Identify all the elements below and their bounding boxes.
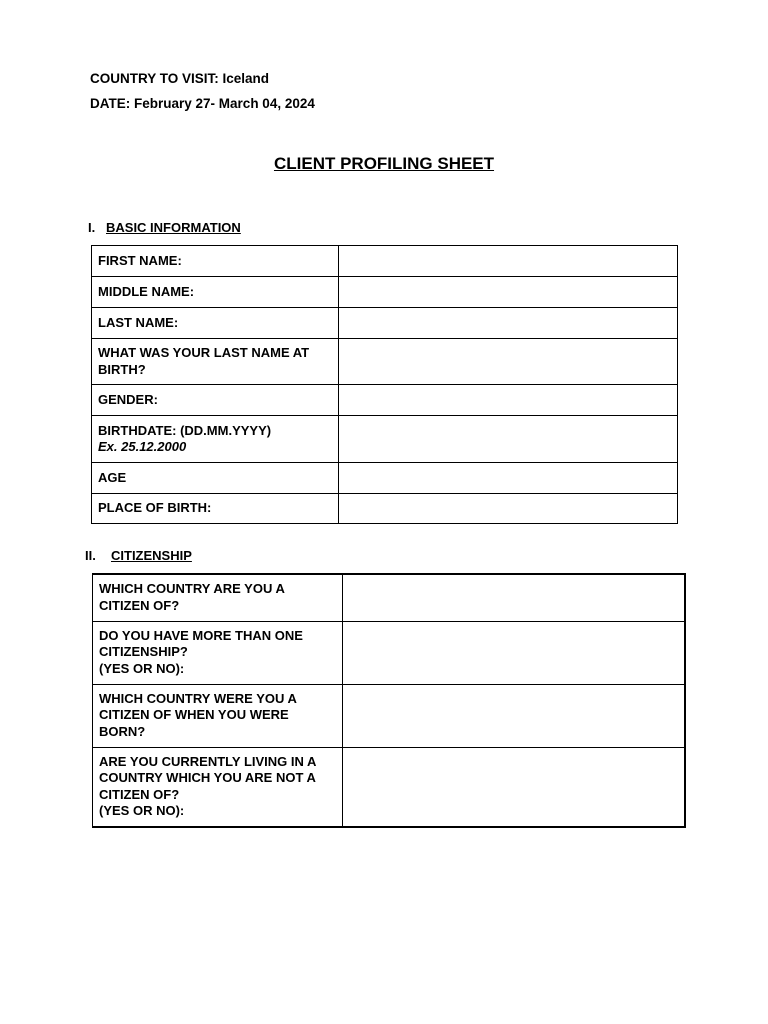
birthdate-example: Ex. 25.12.2000: [98, 439, 187, 454]
section-heading-basic-information: [88, 220, 241, 235]
citizen-country-field[interactable]: [343, 574, 686, 621]
table-row: [92, 416, 678, 463]
section-heading-citizenship: [85, 548, 192, 563]
place-of-birth-field[interactable]: [339, 494, 678, 524]
table-row: [92, 246, 678, 277]
middle-name-label: MIDDLE NAME:: [92, 277, 339, 308]
table-row: [93, 574, 686, 621]
residency-label: ARE YOU CURRENTLY LIVING IN A COUNTRY WHICH YOU ARE NOT A CITIZEN OF?: [99, 753, 316, 802]
citizen-country-label: WHICH COUNTRY ARE YOU A CITIZEN OF?: [93, 574, 343, 621]
birth-last-name-label: WHAT WAS YOUR LAST NAME AT BIRTH?: [92, 339, 339, 385]
residency-field[interactable]: [343, 747, 686, 827]
country-label: COUNTRY TO VISIT:: [90, 71, 219, 86]
table-row: [93, 684, 686, 747]
multiple-citizenship-label: DO YOU HAVE MORE THAN ONE CITIZENSHIP?: [99, 627, 303, 660]
multiple-citizenship-label-cell: [93, 621, 343, 684]
age-field[interactable]: [339, 463, 678, 494]
citizenship-table: [92, 573, 686, 828]
table-row: [92, 463, 678, 494]
birth-last-name-field[interactable]: [339, 339, 678, 385]
multiple-citizenship-field[interactable]: [343, 621, 686, 684]
table-row: [92, 385, 678, 416]
birthdate-label-cell: [92, 416, 339, 463]
country-to-visit-line: [90, 71, 269, 86]
table-row: [92, 494, 678, 524]
gender-label: GENDER:: [92, 385, 339, 416]
birth-citizenship-label: WHICH COUNTRY WERE YOU A CITIZEN OF WHEN YOU WERE BORN?: [93, 684, 343, 747]
middle-name-field[interactable]: [339, 277, 678, 308]
birth-citizenship-field[interactable]: [343, 684, 686, 747]
last-name-label: LAST NAME:: [92, 308, 339, 339]
table-row: [93, 747, 686, 827]
place-of-birth-label: PLACE OF BIRTH:: [92, 494, 339, 524]
first-name-label: FIRST NAME:: [92, 246, 339, 277]
date-line: [90, 96, 315, 111]
birthdate-field[interactable]: [339, 416, 678, 463]
table-row: [93, 621, 686, 684]
country-value: Iceland: [222, 71, 270, 86]
birthdate-label: BIRTHDATE: (DD.MM.YYYY): [98, 422, 272, 438]
section-title: CITIZENSHIP: [111, 548, 192, 563]
residency-label-cell: [93, 747, 343, 827]
page-title: CLIENT PROFILING SHEET: [273, 154, 495, 173]
last-name-field[interactable]: [339, 308, 678, 339]
section-number: II.: [85, 548, 96, 563]
section-title: BASIC INFORMATION: [106, 220, 241, 235]
section-number: I.: [88, 220, 96, 235]
table-row: [92, 277, 678, 308]
basic-information-table: [91, 245, 678, 524]
date-label: DATE:: [90, 96, 131, 111]
table-row: [92, 308, 678, 339]
date-value: February 27- March 04, 2024: [134, 96, 315, 111]
multiple-citizenship-note: (YES OR NO):: [99, 660, 185, 676]
age-label: AGE: [92, 463, 339, 494]
table-row: [92, 339, 678, 385]
residency-note: (YES OR NO):: [99, 803, 185, 819]
gender-field[interactable]: [339, 385, 678, 416]
first-name-field[interactable]: [339, 246, 678, 277]
